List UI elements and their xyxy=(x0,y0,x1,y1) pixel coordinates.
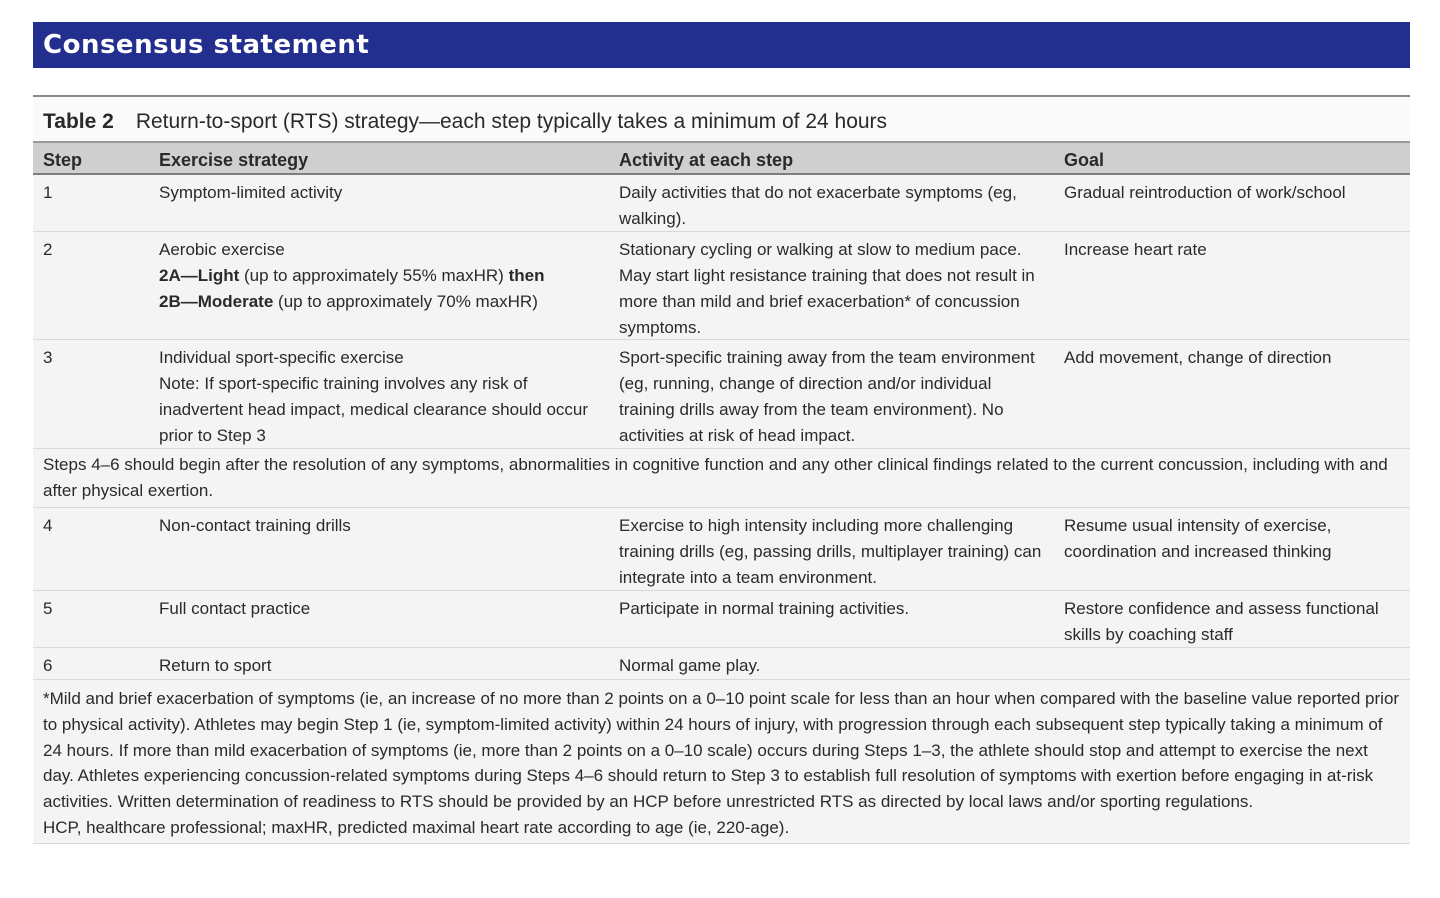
table-number: Table 2 xyxy=(43,110,114,133)
row5-activity: Participate in normal training activities. xyxy=(609,591,1054,648)
row1-strategy: Symptom-limited activity xyxy=(149,175,609,232)
table-footnotes xyxy=(33,680,1410,844)
row2-2b-text: (up to approximately 70% maxHR) xyxy=(278,292,538,311)
row3-strategy-title: Individual sport-specific exercise xyxy=(159,348,404,367)
row1-step: 1 xyxy=(33,175,149,232)
row2-activity: Stationary cycling or walking at slow to medium pace. May start light resistance training that does not result in more than mild and brief exacerbation* of concussion symptoms. xyxy=(609,232,1054,340)
abbreviations-text: HCP, healthcare professional; maxHR, predicted maximal heart rate according to age (ie, 220-age). xyxy=(43,817,790,837)
row2-strategy-2a xyxy=(159,263,599,289)
header-exercise-strategy: Exercise strategy xyxy=(149,141,609,175)
row6-strategy: Return to sport xyxy=(149,648,609,680)
table-caption xyxy=(33,97,1410,141)
table-caption-text: Return-to-sport (RTS) strategy—each step typically takes a minimum of 24 hours xyxy=(135,110,888,133)
row3-strategy-note: Note: If sport-specific training involves any risk of inadvertent head impact, medical clearance should occur prior to Step 3 xyxy=(159,374,589,445)
rts-table xyxy=(33,95,1410,844)
row4-activity: Exercise to high intensity including more challenging training drills (eg, passing drills, multiplayer training) can integrate into a team environment. xyxy=(609,508,1054,591)
row1-goal: Gradual reintroduction of work/school xyxy=(1054,175,1410,232)
row1-activity: Daily activities that do not exacerbate symptoms (eg, walking). xyxy=(609,175,1054,232)
row4-goal: Resume usual intensity of exercise, coordination and increased thinking xyxy=(1054,508,1410,591)
row5-goal: Restore confidence and assess functional skills by coaching staff xyxy=(1054,591,1410,648)
row3-step: 3 xyxy=(33,340,149,449)
steps-4-6-note: Steps 4–6 should begin after the resolution of any symptoms, abnormalities in cognitive function and any other clinical findings related to the current concussion, including with and after physical exertion. xyxy=(33,449,1410,508)
row6-goal xyxy=(1054,648,1410,680)
row2-2b-label: 2B—Moderate xyxy=(159,292,274,311)
header-activity: Activity at each step xyxy=(609,141,1054,175)
row2-step: 2 xyxy=(33,232,149,340)
header-goal: Goal xyxy=(1054,141,1410,175)
row2-2a-label: 2A—Light xyxy=(159,266,240,285)
table-grid xyxy=(33,141,1410,680)
row3-strategy xyxy=(149,340,609,449)
row6-activity: Normal game play. xyxy=(609,648,1054,680)
section-banner xyxy=(33,22,1410,68)
row3-activity: Sport-specific training away from the team environment (eg, running, change of direction and/or individual training drills away from the team environment). No activities at risk of head impact. xyxy=(609,340,1054,449)
banner-title: Consensus statement xyxy=(43,30,370,60)
row2-goal: Increase heart rate xyxy=(1054,232,1410,340)
row3-goal: Add movement, change of direction xyxy=(1054,340,1410,449)
row5-step: 5 xyxy=(33,591,149,648)
row4-strategy: Non-contact training drills xyxy=(149,508,609,591)
row2-then: then xyxy=(508,266,545,285)
row5-strategy: Full contact practice xyxy=(149,591,609,648)
row2-strategy-title: Aerobic exercise xyxy=(159,240,285,259)
row2-strategy-2b xyxy=(159,289,599,315)
header-step: Step xyxy=(33,141,149,175)
footnote-text: *Mild and brief exacerbation of symptoms (ie, an increase of no more than 2 points on a 0–10 point scale for less than an hour when compared with the baseline value reported prior to physical activity). Athletes may begin Step 1 (ie, symptom-limited activity) within 24 hours of injury, with progression through each subsequent step typically taking a minimum of 24 hours. If more than mild exacerbation of symptoms (ie, more than 2 points on a 0–10 scale) occurs during Steps 1–3, the athlete should stop and attempt to exercise the next day. Athletes experiencing concussion-related symptoms during Steps 4–6 should return to Step 3 to establish full resolution of symptoms with exertion before engaging in at-risk activities. Written determination of readiness to RTS should be provided by an HCP before unrestricted RTS as directed by local laws and/or sporting regulations. xyxy=(43,689,1400,812)
row4-step: 4 xyxy=(33,508,149,591)
row2-2a-text: (up to approximately 55% maxHR) xyxy=(244,266,504,285)
row2-strategy xyxy=(149,232,609,340)
row6-step: 6 xyxy=(33,648,149,680)
